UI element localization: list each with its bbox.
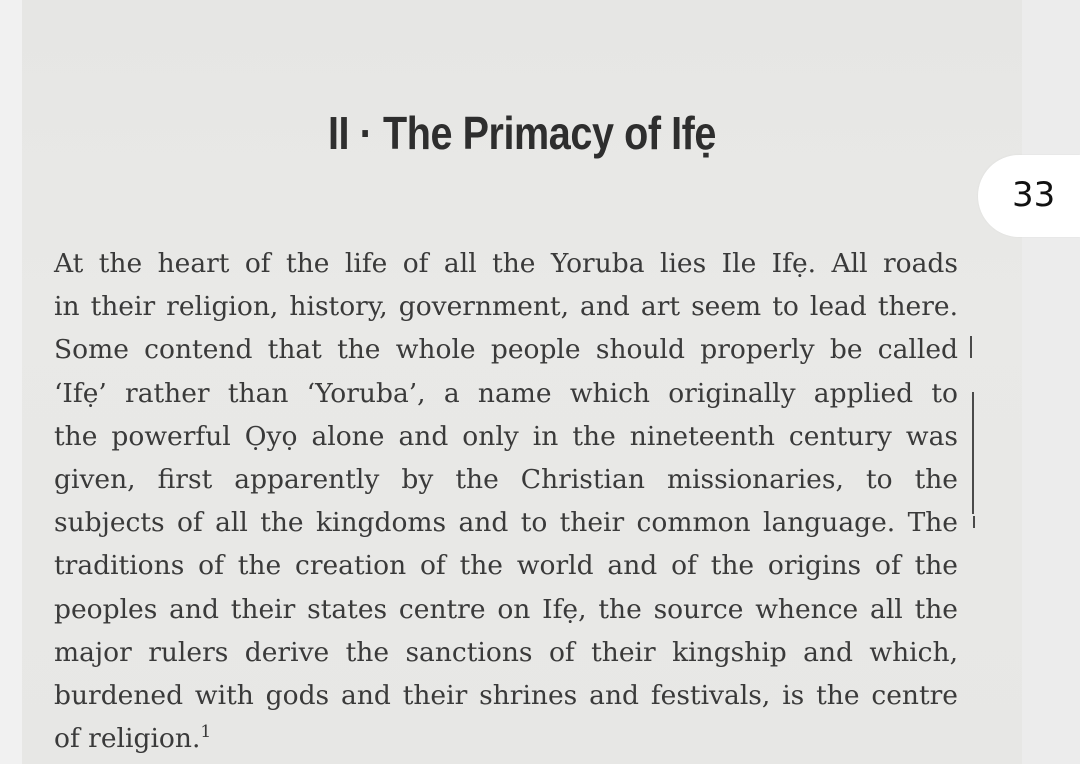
- chapter-title: II · The Primacy of Ifẹ: [327, 107, 717, 159]
- left-margin-strip: [0, 0, 22, 764]
- text-line: in their religion, history, government, and art seem to lead there.: [54, 291, 958, 323]
- body-paragraph: [54, 242, 958, 760]
- page-number-badge[interactable]: [978, 155, 1080, 237]
- text-line: traditions of the creation of the world and of the origins of the: [54, 550, 958, 582]
- text-line-last: [54, 717, 958, 760]
- footnote-marker[interactable]: 1: [200, 722, 212, 743]
- text-line: major rulers derive the sanctions of their kingship and which,: [54, 636, 958, 668]
- text-line: the powerful Ọyọ alone and only in the nineteenth century was: [54, 420, 958, 452]
- text-line: At the heart of the life of all the Yoruba lies Ile Ifẹ. All roads: [54, 248, 958, 279]
- margin-annotation-mark: [972, 392, 974, 514]
- text-line: ‘Ifẹ’ rather than ‘Yoruba’, a name which originally applied to: [54, 377, 958, 409]
- page-number: 33: [1012, 175, 1056, 215]
- text-line: subjects of all the kingdoms and to their common language. The: [54, 507, 958, 539]
- margin-annotation-mark: [973, 516, 975, 528]
- text-line: burdened with gods and their shrines and festivals, is the centre: [54, 680, 958, 712]
- margin-annotation-mark: [970, 336, 972, 358]
- text-line: peoples and their states centre on Ifẹ, the source whence all the: [54, 593, 958, 625]
- book-page: [22, 0, 1022, 764]
- text-line: given, first apparently by the Christian missionaries, to the: [54, 464, 958, 496]
- text-line: Some contend that the whole people should properly be called: [54, 334, 958, 366]
- text-line: of religion.: [54, 723, 201, 755]
